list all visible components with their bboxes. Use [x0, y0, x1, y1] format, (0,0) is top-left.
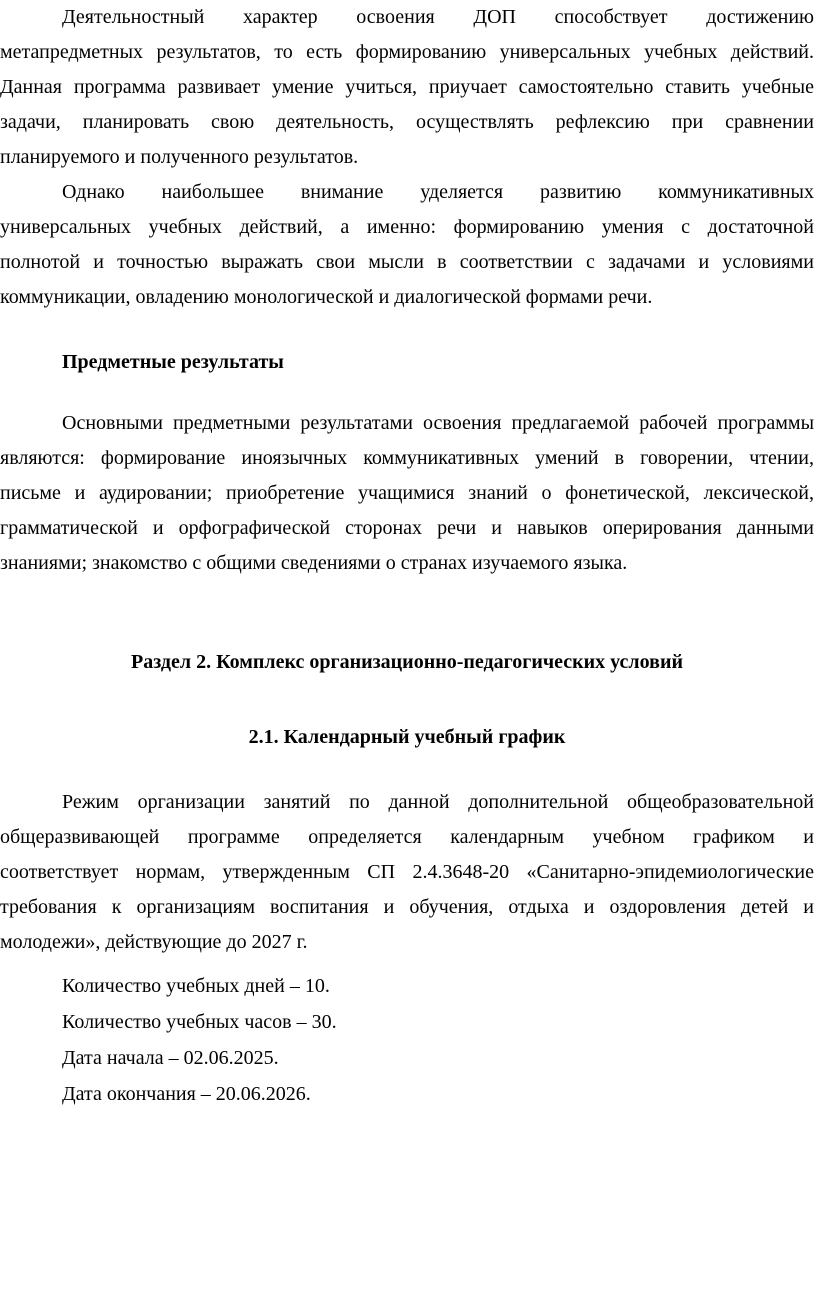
heading-text: Раздел 2. Комплекс организационно-педагогических условий: [130, 651, 684, 673]
text-line: Основными предметными результатами освоения предлагаемой рабочей программы: [62, 412, 814, 434]
study-days: Количество учебных дней – 10.: [62, 975, 330, 997]
heading-text: Предметные результаты: [62, 351, 284, 373]
text-line: молодежи», действующие до 2027 г.: [0, 931, 308, 953]
text-line: Однако наибольшее внимание уделяется развитию коммуникативных: [62, 181, 814, 203]
heading-text: 2.1. Календарный учебный график: [248, 726, 566, 748]
text-line: универсальных учебных действий, а именно: формированию умения с достаточной: [0, 216, 814, 238]
text-line: Деятельностный характер освоения ДОП способствует достижению: [62, 6, 814, 28]
text-line: полнотой и точностью выражать свои мысли в соответствии с задачами и условиями: [0, 251, 814, 273]
text-line: коммуникации, овладению монологической и диалогической формами речи.: [0, 286, 653, 308]
text-line: Режим организации занятий по данной дополнительной общеобразовательной: [62, 791, 814, 813]
start-date: Дата начала – 02.06.2025.: [62, 1047, 279, 1069]
text-line: являются: формирование иноязычных коммуникативных умений в говорении, чтении,: [0, 447, 814, 469]
text-line: соответствует нормам, утвержденным СП 2.4.3648-20 «Санитарно-эпидемиологические: [0, 861, 814, 883]
paragraph-metasubject-results: [0, 0, 814, 175]
text-line: задачи, планировать свою деятельность, осуществлять рефлексию при сравнении: [0, 111, 814, 133]
paragraph-schedule-mode: [0, 785, 814, 960]
text-line: общеразвивающей программе определяется календарным учебном графиком и: [0, 826, 814, 848]
end-date: Дата окончания – 20.06.2026.: [62, 1083, 311, 1105]
paragraph-communicative-actions: [0, 175, 814, 315]
text-line: знаниями; знакомство с общими сведениями о странах изучаемого языка.: [0, 552, 628, 574]
section-heading: [0, 645, 814, 680]
text-line: планируемого и полученного результатов.: [0, 146, 359, 168]
text-line: письме и аудировании; приобретение учащимися знаний о фонетической, лексической,: [0, 482, 814, 504]
study-hours: Количество учебных часов – 30.: [62, 1011, 337, 1033]
text-line: требования к организациям воспитания и обучения, отдыха и оздоровления детей и: [0, 896, 814, 918]
text-line: Данная программа развивает умение учиться, приучает самостоятельно ставить учебные: [0, 76, 814, 98]
heading-subject-results: [0, 345, 814, 380]
schedule-facts: [0, 969, 814, 1113]
text-line: метапредметных результатов, то есть формированию универсальных учебных действий.: [0, 41, 814, 63]
text-line: грамматической и орфографической сторонах речи и навыков оперирования данными: [0, 517, 814, 539]
subsection-heading: [0, 720, 814, 755]
paragraph-subject-results: [0, 406, 814, 581]
